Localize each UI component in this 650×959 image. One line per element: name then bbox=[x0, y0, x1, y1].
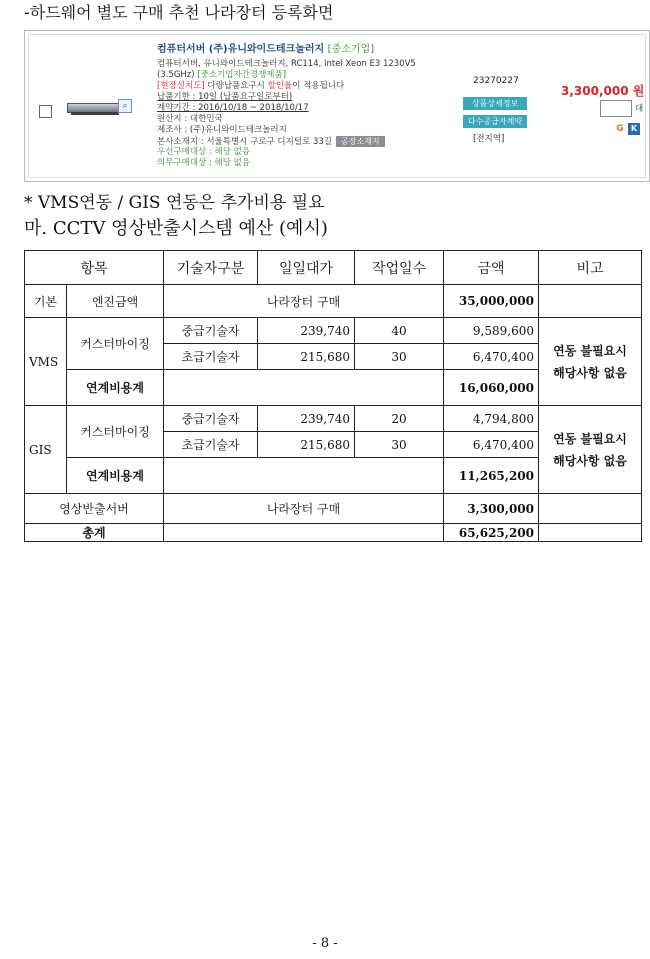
row-remark-vms: 연동 불필요시 해당사항 없음 bbox=[539, 318, 642, 406]
cell-days: 20 bbox=[355, 406, 444, 432]
product-spec-line: [현장설치도] 다량납품요구시 할인율이 적용됩니다 bbox=[157, 81, 345, 91]
subtotal-label: 연계비용계 bbox=[67, 370, 164, 406]
cell-daily: 239,740 bbox=[258, 318, 355, 344]
product-code: 23270227 bbox=[473, 76, 519, 86]
row-remark-gis: 연동 불필요시 해당사항 없음 bbox=[539, 406, 642, 494]
cell-days: 30 bbox=[355, 432, 444, 458]
mandatory-purchase: 의무구매대상 : 해당 없음 bbox=[157, 158, 251, 168]
header-remark: 비고 bbox=[539, 251, 642, 285]
table-row-server bbox=[25, 494, 642, 524]
factory-location-button[interactable]: 공장소재지 bbox=[336, 136, 385, 147]
cell-grade: 초급기술자 bbox=[164, 432, 258, 458]
total-amount: 65,625,200 bbox=[444, 524, 539, 542]
product-price: 3,300,000 원 bbox=[561, 84, 645, 98]
header-grade: 기술자구분 bbox=[164, 251, 258, 285]
origin: 원산지 : 대한민국 bbox=[157, 114, 223, 124]
ks-cert-icon: K bbox=[628, 123, 640, 135]
budget-table bbox=[24, 250, 642, 542]
cell-daily: 215,680 bbox=[258, 344, 355, 370]
contract-period: 계약기간 : 2016/10/18 ~ 2018/10/17 bbox=[157, 103, 309, 113]
product-spec-line: (3.5GHz) [중소기업자간경쟁제품] bbox=[157, 70, 287, 80]
row-remark bbox=[539, 285, 642, 318]
cell-grade: 중급기술자 bbox=[164, 406, 258, 432]
cell-amount: 6,470,400 bbox=[444, 344, 539, 370]
row-amount: 3,300,000 bbox=[444, 494, 539, 524]
subtotal-label: 연계비용계 bbox=[67, 458, 164, 494]
server-image-base bbox=[71, 112, 119, 115]
header-work-days: 작업일수 bbox=[355, 251, 444, 285]
table-row-base bbox=[25, 285, 642, 318]
subtotal-amount: 16,060,000 bbox=[444, 370, 539, 406]
multi-supplier-contract-button[interactable]: 다수공급자계약 bbox=[463, 115, 527, 128]
row-sublabel: 커스터마이징 bbox=[67, 406, 164, 458]
table-row-vms-mid bbox=[25, 318, 642, 344]
additional-cost-note: * VMS연동 / GIS 연동은 추가비용 필요 bbox=[24, 193, 325, 213]
cell-amount: 6,470,400 bbox=[444, 432, 539, 458]
row-label-vms: VMS bbox=[25, 318, 67, 406]
page-number: - 8 - bbox=[312, 936, 338, 951]
priority-purchase: 우선구매대상 : 해당 없음 bbox=[157, 147, 251, 157]
select-checkbox[interactable] bbox=[39, 105, 52, 118]
total-label: 총계 bbox=[25, 524, 164, 542]
cell-days: 30 bbox=[355, 344, 444, 370]
cell-daily: 215,680 bbox=[258, 432, 355, 458]
section-title: 마. CCTV 영상반출시스템 예산 (예시) bbox=[24, 218, 328, 239]
green-cert-icon: G bbox=[616, 124, 624, 134]
row-amount: 35,000,000 bbox=[444, 285, 539, 318]
header-item: 항목 bbox=[25, 251, 164, 285]
product-title[interactable]: 컴퓨터서버 (주)유니와이드테크놀러지 [중소기업] bbox=[157, 44, 375, 55]
zoom-icon[interactable]: ⌕ bbox=[118, 99, 132, 113]
header-daily-rate: 일일대가 bbox=[258, 251, 355, 285]
total-remark bbox=[539, 524, 642, 542]
table-row-gis-mid bbox=[25, 406, 642, 432]
quantity-unit: 대 bbox=[635, 104, 644, 114]
row-remark bbox=[539, 494, 642, 524]
cell-grade: 초급기술자 bbox=[164, 344, 258, 370]
table-row-total bbox=[25, 524, 642, 542]
row-label-gis: GIS bbox=[25, 406, 67, 494]
cell-grade: 중급기술자 bbox=[164, 318, 258, 344]
row-sublabel: 커스터마이징 bbox=[67, 318, 164, 370]
hq-address: 본사소재지 : 서울특별시 구로구 디지털로 33길 공장소재지 bbox=[157, 136, 385, 148]
section-header-hardware: -하드웨어 별도 구매 추천 나라장터 등록화면 bbox=[24, 3, 334, 22]
cell-amount: 9,589,600 bbox=[444, 318, 539, 344]
row-label: 기본 bbox=[25, 285, 67, 318]
row-sublabel: 엔진금액 bbox=[67, 285, 164, 318]
cell-amount: 4,794,800 bbox=[444, 406, 539, 432]
row-label-server: 영상반출서버 bbox=[25, 494, 164, 524]
row-description: 나라장터 구매 bbox=[164, 285, 444, 318]
quantity-input[interactable] bbox=[600, 100, 632, 117]
table-header-row bbox=[25, 251, 642, 285]
header-amount: 금액 bbox=[444, 251, 539, 285]
product-detail-button[interactable]: 상품상세정보 bbox=[463, 97, 527, 110]
subtotal-amount: 11,265,200 bbox=[444, 458, 539, 494]
cell-daily: 239,740 bbox=[258, 406, 355, 432]
delivery-deadline: 납품기한 : 10일 (납품요구일로부터) bbox=[157, 92, 293, 102]
product-listing-screenshot bbox=[24, 30, 650, 182]
total-blank bbox=[164, 524, 444, 542]
product-spec-line: 컴퓨터서버, 유니와이드테크놀러지, RC114, Intel Xeon E3 1230V5 bbox=[157, 59, 416, 69]
manufacturer: 제조사 : (주)유니와이드테크놀러지 bbox=[157, 125, 287, 135]
subtotal-blank bbox=[164, 458, 444, 494]
row-description: 나라장터 구매 bbox=[164, 494, 444, 524]
cell-days: 40 bbox=[355, 318, 444, 344]
subtotal-blank bbox=[164, 370, 444, 406]
region-label: [전지역] bbox=[473, 134, 505, 144]
